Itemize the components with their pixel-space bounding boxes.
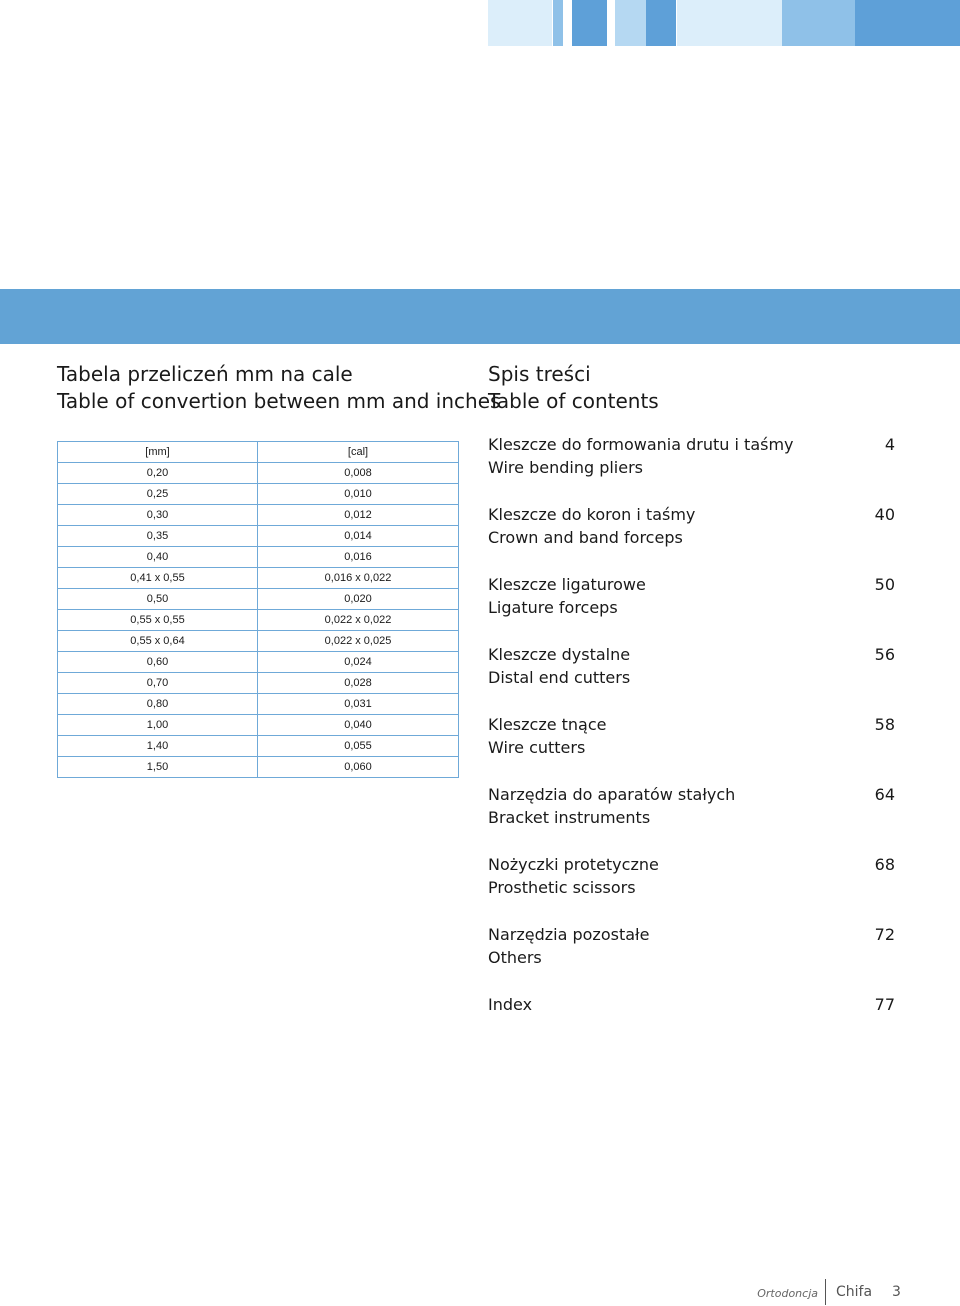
toc-entry-page: 40 (874, 505, 895, 524)
toc-entry[interactable] (488, 713, 895, 783)
toc-entry-page: 72 (874, 925, 895, 944)
strip-segment (615, 0, 646, 46)
toc-title-en: Table of contents (488, 389, 659, 413)
toc-entry-page: 56 (874, 645, 895, 664)
cell-inch: 0,040 (258, 715, 459, 736)
strip-segment (677, 0, 782, 46)
conversion-table-body (58, 463, 459, 778)
cell-inch: 0,012 (258, 505, 459, 526)
cell-mm: 0,60 (58, 652, 258, 673)
cell-inch: 0,031 (258, 694, 459, 715)
toc-entry-title-en: Others (488, 948, 542, 967)
cell-mm: 0,30 (58, 505, 258, 526)
toc-entry-title-en: Ligature forceps (488, 598, 618, 617)
cell-mm: 0,20 (58, 463, 258, 484)
cell-mm: 0,55 x 0,55 (58, 610, 258, 631)
toc-entry-page: 4 (884, 435, 895, 454)
cell-mm: 0,35 (58, 526, 258, 547)
cell-inch: 0,010 (258, 484, 459, 505)
cell-inch: 0,024 (258, 652, 459, 673)
toc-entry[interactable] (488, 923, 895, 993)
toc-entry-title-pl: Narzędzia pozostałe (488, 925, 650, 944)
column-header-mm: [mm] (58, 442, 258, 463)
cell-mm: 0,55 x 0,64 (58, 631, 258, 652)
toc-entry-page: 64 (874, 785, 895, 804)
cell-inch: 0,028 (258, 673, 459, 694)
toc-entry-title-pl: Kleszcze do koron i taśmy (488, 505, 696, 524)
cell-inch: 0,055 (258, 736, 459, 757)
strip-segment (553, 0, 563, 46)
strip-segment (782, 0, 855, 46)
strip-segment (488, 0, 552, 46)
cell-inch: 0,016 (258, 547, 459, 568)
table-row (58, 505, 459, 526)
cell-mm: 0,70 (58, 673, 258, 694)
conversion-title-en: Table of convertion between mm and inches (57, 389, 501, 413)
toc-entry-title-en: Prosthetic scissors (488, 878, 636, 897)
cell-mm: 1,00 (58, 715, 258, 736)
toc-title-pl: Spis treści (488, 362, 591, 386)
toc-entry-title-pl: Kleszcze do formowania drutu i taśmy (488, 435, 794, 454)
toc-entry-title-pl: Kleszcze tnące (488, 715, 607, 734)
table-row (58, 484, 459, 505)
table-row (58, 610, 459, 631)
toc-entry-title-pl: Index (488, 995, 533, 1014)
table-row (58, 547, 459, 568)
conversion-title-pl: Tabela przeliczeń mm na cale (57, 362, 353, 386)
cell-inch: 0,022 x 0,022 (258, 610, 459, 631)
table-row (58, 757, 459, 778)
toc-entry-title-en: Distal end cutters (488, 668, 631, 687)
table-row (58, 568, 459, 589)
table-row (58, 715, 459, 736)
table-row (58, 631, 459, 652)
toc-entry-title-en: Wire bending pliers (488, 458, 643, 477)
toc-entry-title-pl: Narzędzia do aparatów stałych (488, 785, 736, 804)
column-header-inch: [cal] (258, 442, 459, 463)
toc-heading (488, 361, 659, 415)
toc-entry-title-pl: Kleszcze ligaturowe (488, 575, 646, 594)
strip-segment (855, 0, 960, 46)
toc-entry-page: 68 (874, 855, 895, 874)
cell-mm: 0,41 x 0,55 (58, 568, 258, 589)
cell-mm: 1,50 (58, 757, 258, 778)
cell-mm: 0,50 (58, 589, 258, 610)
strip-segment (572, 0, 607, 46)
toc-entry[interactable] (488, 783, 895, 853)
toc-entry[interactable] (488, 853, 895, 923)
conversion-table (57, 441, 459, 778)
toc-entry[interactable] (488, 643, 895, 713)
cell-inch: 0,020 (258, 589, 459, 610)
table-row (58, 652, 459, 673)
toc-entry-title-pl: Kleszcze dystalne (488, 645, 631, 664)
footer-brand: Chifa (836, 1284, 873, 1300)
cell-inch: 0,016 x 0,022 (258, 568, 459, 589)
header-band (0, 289, 960, 344)
toc-entry-page: 58 (874, 715, 895, 734)
table-row (58, 526, 459, 547)
cell-inch: 0,008 (258, 463, 459, 484)
toc-entry-title-pl: Nożyczki protetyczne (488, 855, 659, 874)
footer-section-label: Ortodoncja (757, 1287, 818, 1300)
table-row (58, 589, 459, 610)
toc-entry[interactable] (488, 993, 895, 1063)
toc-list (488, 433, 895, 1063)
toc-entry-title-en: Crown and band forceps (488, 528, 683, 547)
table-header-row (58, 442, 459, 463)
strip-segment (646, 0, 676, 46)
footer-divider (825, 1279, 826, 1305)
table-row (58, 736, 459, 757)
table-row (58, 694, 459, 715)
toc-entry-title-en: Bracket instruments (488, 808, 651, 827)
cell-inch: 0,014 (258, 526, 459, 547)
table-row (58, 463, 459, 484)
cell-mm: 1,40 (58, 736, 258, 757)
toc-entry[interactable] (488, 433, 895, 503)
cell-inch: 0,060 (258, 757, 459, 778)
toc-entry-title-en: Wire cutters (488, 738, 586, 757)
toc-entry-page: 50 (874, 575, 895, 594)
cell-mm: 0,40 (58, 547, 258, 568)
cell-inch: 0,022 x 0,025 (258, 631, 459, 652)
conversion-heading (57, 361, 500, 415)
cell-mm: 0,25 (58, 484, 258, 505)
toc-entry[interactable] (488, 503, 895, 573)
table-row (58, 673, 459, 694)
toc-entry-page: 77 (874, 995, 895, 1014)
cell-mm: 0,80 (58, 694, 258, 715)
footer-page-number: 3 (892, 1284, 901, 1300)
toc-entry[interactable] (488, 573, 895, 643)
